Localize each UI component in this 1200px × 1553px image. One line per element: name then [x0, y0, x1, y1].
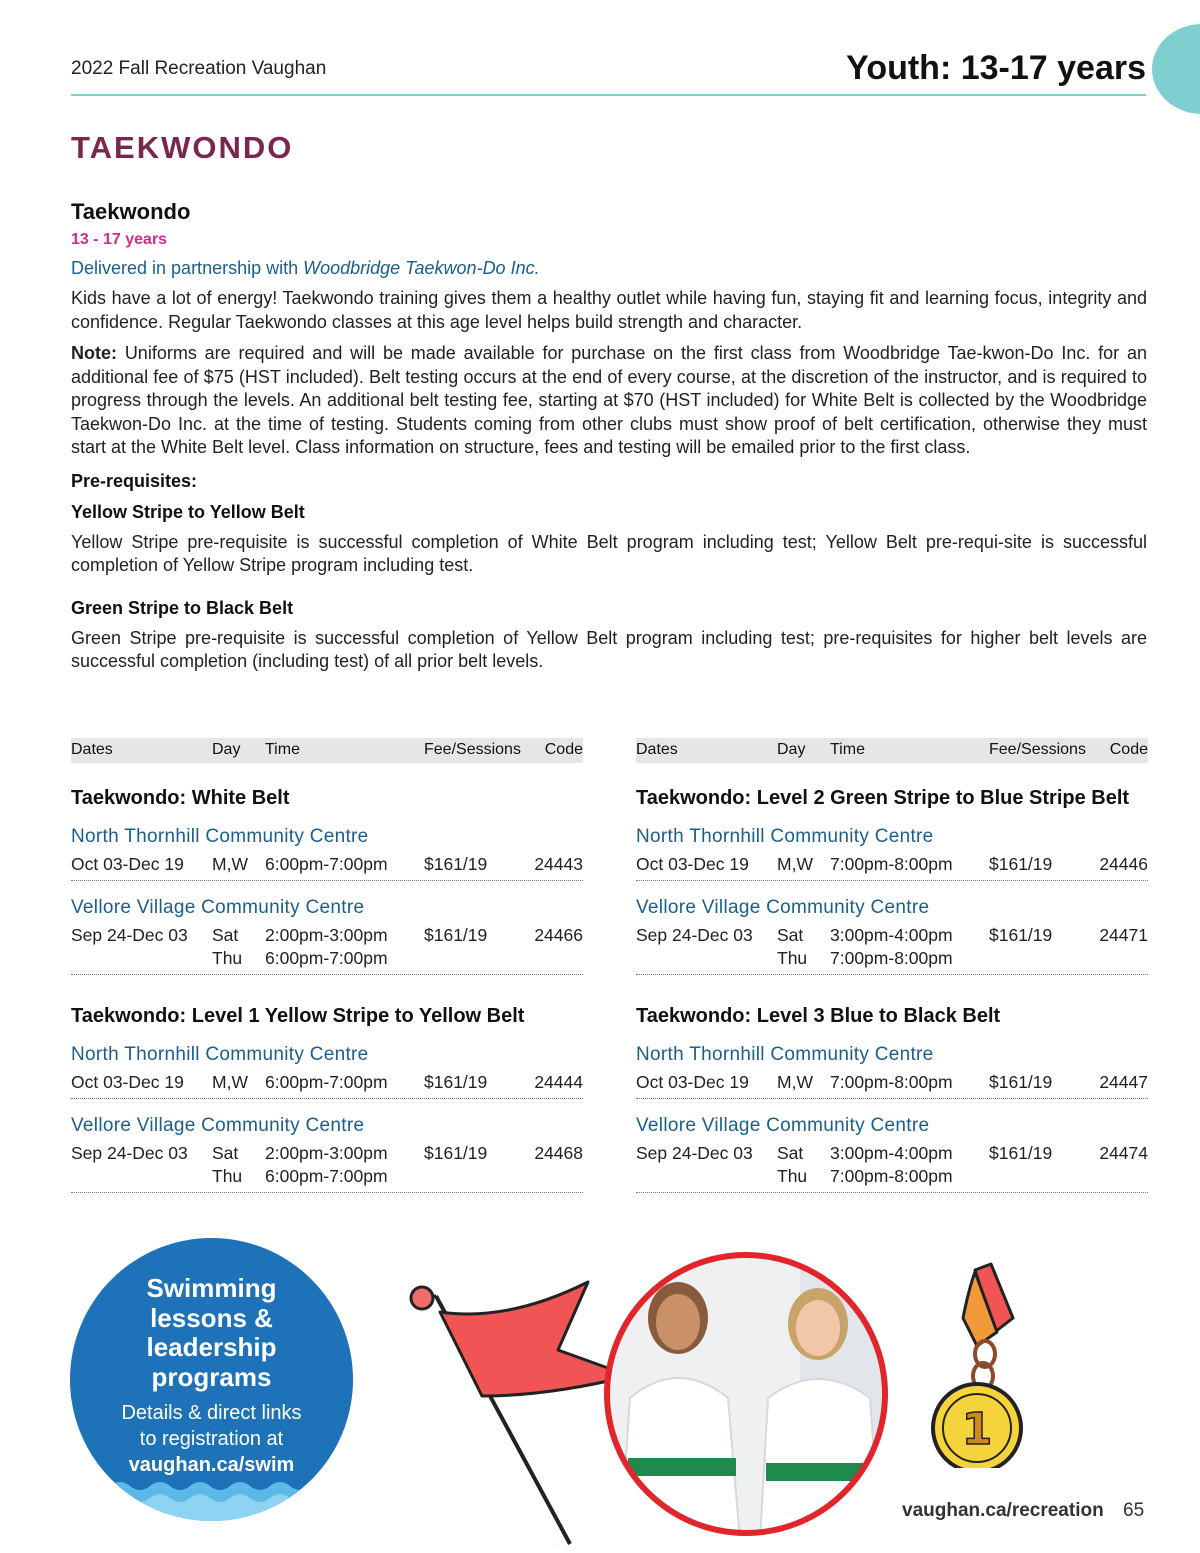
note-text: Uniforms are required and will be made available for purchase on the first class from Woodbridge Tae-kwon-Do Inc. for an additional fee of $75 (HST included). Belt testing occurs at the end of every course, at the discretion of the instructor, and is required to progress through the levels. An additional belt testing fee, starting at $70 (HST included) for White Belt is collected by the Woodbridge Taekwon-Do Inc. at the time of testing. Students coming from other clubs must show proof of belt certification, otherwise they must start at the White Belt level. Class information on structure, fees and testing will be emailed prior to the first class.	[71, 343, 1147, 457]
prereq-1-text: Yellow Stripe pre-requisite is successful completion of White Belt program including test; Yellow Belt pre-requi-site is successful completion of Yellow Stripe program including test.	[71, 531, 1147, 575]
course-title: Taekwondo: Level 3 Blue to Black Belt	[636, 1005, 1001, 1027]
cell-day: M,W	[777, 1072, 813, 1092]
table-row	[71, 1166, 583, 1189]
cell-dates: Sep 24-Dec 03	[71, 1143, 188, 1163]
header-time: Time	[265, 741, 300, 758]
header-time: Time	[830, 741, 865, 758]
prereq-heading: Pre-requisites:	[71, 470, 198, 491]
cell-dates: Oct 03-Dec 19	[636, 854, 749, 874]
location-block	[636, 897, 1148, 975]
header-day: Day	[212, 741, 241, 758]
cell-time: 7:00pm-8:00pm	[830, 948, 953, 968]
cell-fee: $161/19	[424, 1143, 488, 1163]
cell-day: Sat	[777, 1143, 804, 1163]
cell-fee: $161/19	[989, 854, 1053, 874]
publication-title: 2022 Fall Recreation Vaughan	[71, 58, 327, 79]
cell-code: 24443	[534, 854, 583, 874]
note-label: Note:	[71, 343, 117, 363]
prereq-2-text: Green Stripe pre-requisite is successful completion of Yellow Belt program including test; pre-requisites for higher belt levels are successful completion (including test) of all prior belt levels.	[71, 627, 1147, 671]
location-name[interactable]: Vellore Village Community Centre	[71, 1115, 365, 1136]
cell-fee: $161/19	[424, 925, 488, 945]
table-row	[71, 1143, 583, 1166]
cell-day: Thu	[777, 948, 808, 968]
cell-day: Thu	[777, 1166, 808, 1186]
table-row	[71, 854, 583, 877]
table-row	[71, 925, 583, 948]
cell-time: 7:00pm-8:00pm	[830, 854, 953, 874]
course-title: Taekwondo: White Belt	[71, 787, 290, 809]
header-fee: Fee/Sessions	[989, 741, 1086, 758]
cell-day: M,W	[777, 854, 813, 874]
table-row	[71, 948, 583, 971]
page-number: 65	[1123, 1500, 1145, 1521]
cell-fee: $161/19	[989, 1072, 1053, 1092]
location-block	[636, 1115, 1148, 1193]
program-title: Taekwondo	[71, 199, 191, 224]
table-header	[71, 738, 583, 763]
cell-time: 3:00pm-4:00pm	[830, 925, 953, 945]
promo-title-line: programs	[151, 1361, 272, 1392]
table-row	[636, 925, 1148, 948]
cell-time: 3:00pm-4:00pm	[830, 1143, 953, 1163]
location-name[interactable]: Vellore Village Community Centre	[636, 1115, 930, 1136]
cell-dates: Oct 03-Dec 19	[71, 1072, 184, 1092]
location-name[interactable]: North Thornhill Community Centre	[636, 1044, 934, 1065]
cell-fee: $161/19	[424, 854, 488, 874]
location-name[interactable]: Vellore Village Community Centre	[71, 897, 365, 918]
promo-text-line: to registration at	[139, 1428, 284, 1450]
promo-link[interactable]: vaughan.ca/swim	[128, 1454, 295, 1476]
course-section	[636, 1005, 1148, 1193]
cell-day: Sat	[212, 925, 239, 945]
cell-time: 6:00pm-7:00pm	[265, 1166, 388, 1186]
cell-dates: Sep 24-Dec 03	[636, 1143, 753, 1163]
cell-code: 24447	[1099, 1072, 1148, 1092]
cell-dates: Sep 24-Dec 03	[636, 925, 753, 945]
medal-icon	[925, 1258, 1035, 1468]
age-range: 13 - 17 years	[71, 231, 168, 248]
cell-time: 2:00pm-3:00pm	[265, 925, 388, 945]
footer-url[interactable]: vaughan.ca/recreation	[902, 1500, 1104, 1521]
location-name[interactable]: North Thornhill Community Centre	[71, 826, 369, 847]
course-title: Taekwondo: Level 2 Green Stripe to Blue Stripe Belt	[636, 787, 1130, 809]
table-row	[636, 1143, 1148, 1166]
karate-photo	[600, 1248, 892, 1540]
cell-code: 24471	[1099, 925, 1148, 945]
table-row	[71, 1072, 583, 1095]
schedule-column-right	[636, 738, 1148, 1193]
cell-time: 7:00pm-8:00pm	[830, 1072, 953, 1092]
cell-code: 24444	[534, 1072, 583, 1092]
location-block	[71, 1044, 583, 1099]
swim-promo-badge[interactable]	[70, 1238, 353, 1521]
location-name[interactable]: North Thornhill Community Centre	[71, 1044, 369, 1065]
location-block	[71, 897, 583, 975]
cell-day: M,W	[212, 1072, 248, 1092]
cell-time: 7:00pm-8:00pm	[830, 1166, 953, 1186]
location-name[interactable]: Vellore Village Community Centre	[636, 897, 930, 918]
location-block	[71, 1115, 583, 1193]
course-section	[71, 1005, 583, 1193]
header-fee: Fee/Sessions	[424, 741, 521, 758]
cell-fee: $161/19	[989, 1143, 1053, 1163]
promo-title-line: Swimming	[146, 1273, 277, 1303]
promo-title	[70, 1274, 353, 1392]
section-tab-marker	[1152, 24, 1200, 114]
table-header	[636, 738, 1148, 763]
section-title: Youth: 13-17 years	[846, 49, 1146, 87]
promo-text	[70, 1400, 353, 1478]
promo-title-line: leadership	[146, 1332, 277, 1362]
partner-line	[71, 258, 1147, 279]
prereq-1-heading: Yellow Stripe to Yellow Belt	[71, 501, 305, 522]
main-heading: TAEKWONDO	[71, 130, 294, 165]
header-code: Code	[1109, 741, 1148, 758]
header-dates: Dates	[636, 741, 678, 758]
cell-dates: Sep 24-Dec 03	[71, 925, 188, 945]
cell-day: Sat	[777, 925, 804, 945]
cell-time: 6:00pm-7:00pm	[265, 854, 388, 874]
cell-time: 6:00pm-7:00pm	[265, 1072, 388, 1092]
location-name[interactable]: North Thornhill Community Centre	[636, 826, 934, 847]
note-paragraph	[71, 342, 1147, 460]
cell-fee: $161/19	[424, 1072, 488, 1092]
course-section	[71, 787, 583, 975]
location-block	[71, 826, 583, 881]
cell-day: M,W	[212, 854, 248, 874]
cell-dates: Oct 03-Dec 19	[71, 854, 184, 874]
partner-prefix: Delivered in partnership with	[71, 258, 299, 278]
header-day: Day	[777, 741, 806, 758]
cell-dates: Oct 03-Dec 19	[636, 1072, 749, 1092]
course-title: Taekwondo: Level 1 Yellow Stripe to Yellow Belt	[71, 1005, 525, 1027]
cell-code: 24466	[534, 925, 583, 945]
promo-text-line: Details & direct links	[121, 1402, 302, 1424]
cell-code: 24474	[1099, 1143, 1148, 1163]
cell-time: 2:00pm-3:00pm	[265, 1143, 388, 1163]
table-row	[636, 1166, 1148, 1189]
waves-icon	[70, 1478, 353, 1521]
prereq-2-heading: Green Stripe to Black Belt	[71, 597, 294, 618]
cell-day: Thu	[212, 948, 243, 968]
table-row	[636, 1072, 1148, 1095]
header-code: Code	[544, 741, 583, 758]
cell-time: 6:00pm-7:00pm	[265, 948, 388, 968]
course-section	[636, 787, 1148, 975]
page-header	[71, 50, 1146, 96]
cell-code: 24446	[1099, 854, 1148, 874]
cell-day: Sat	[212, 1143, 239, 1163]
table-row	[636, 948, 1148, 971]
promo-title-line: lessons &	[150, 1302, 273, 1333]
program-description	[71, 199, 1147, 674]
cell-day: Thu	[212, 1166, 243, 1186]
header-dates: Dates	[71, 741, 113, 758]
partner-name: Woodbridge Taekwon-Do Inc.	[303, 258, 540, 278]
medal-number: 1	[961, 1404, 993, 1455]
location-block	[636, 1044, 1148, 1099]
location-block	[636, 826, 1148, 881]
description-paragraph: Kids have a lot of energy! Taekwondo training gives them a healthy outlet while having fun, staying fit and learning focus, integrity and confidence. Regular Taekwondo classes at this age level helps build strength and character.	[71, 288, 1147, 332]
schedule-column-left	[71, 738, 583, 1193]
cell-fee: $161/19	[989, 925, 1053, 945]
table-row	[636, 854, 1148, 877]
cell-code: 24468	[534, 1143, 583, 1163]
